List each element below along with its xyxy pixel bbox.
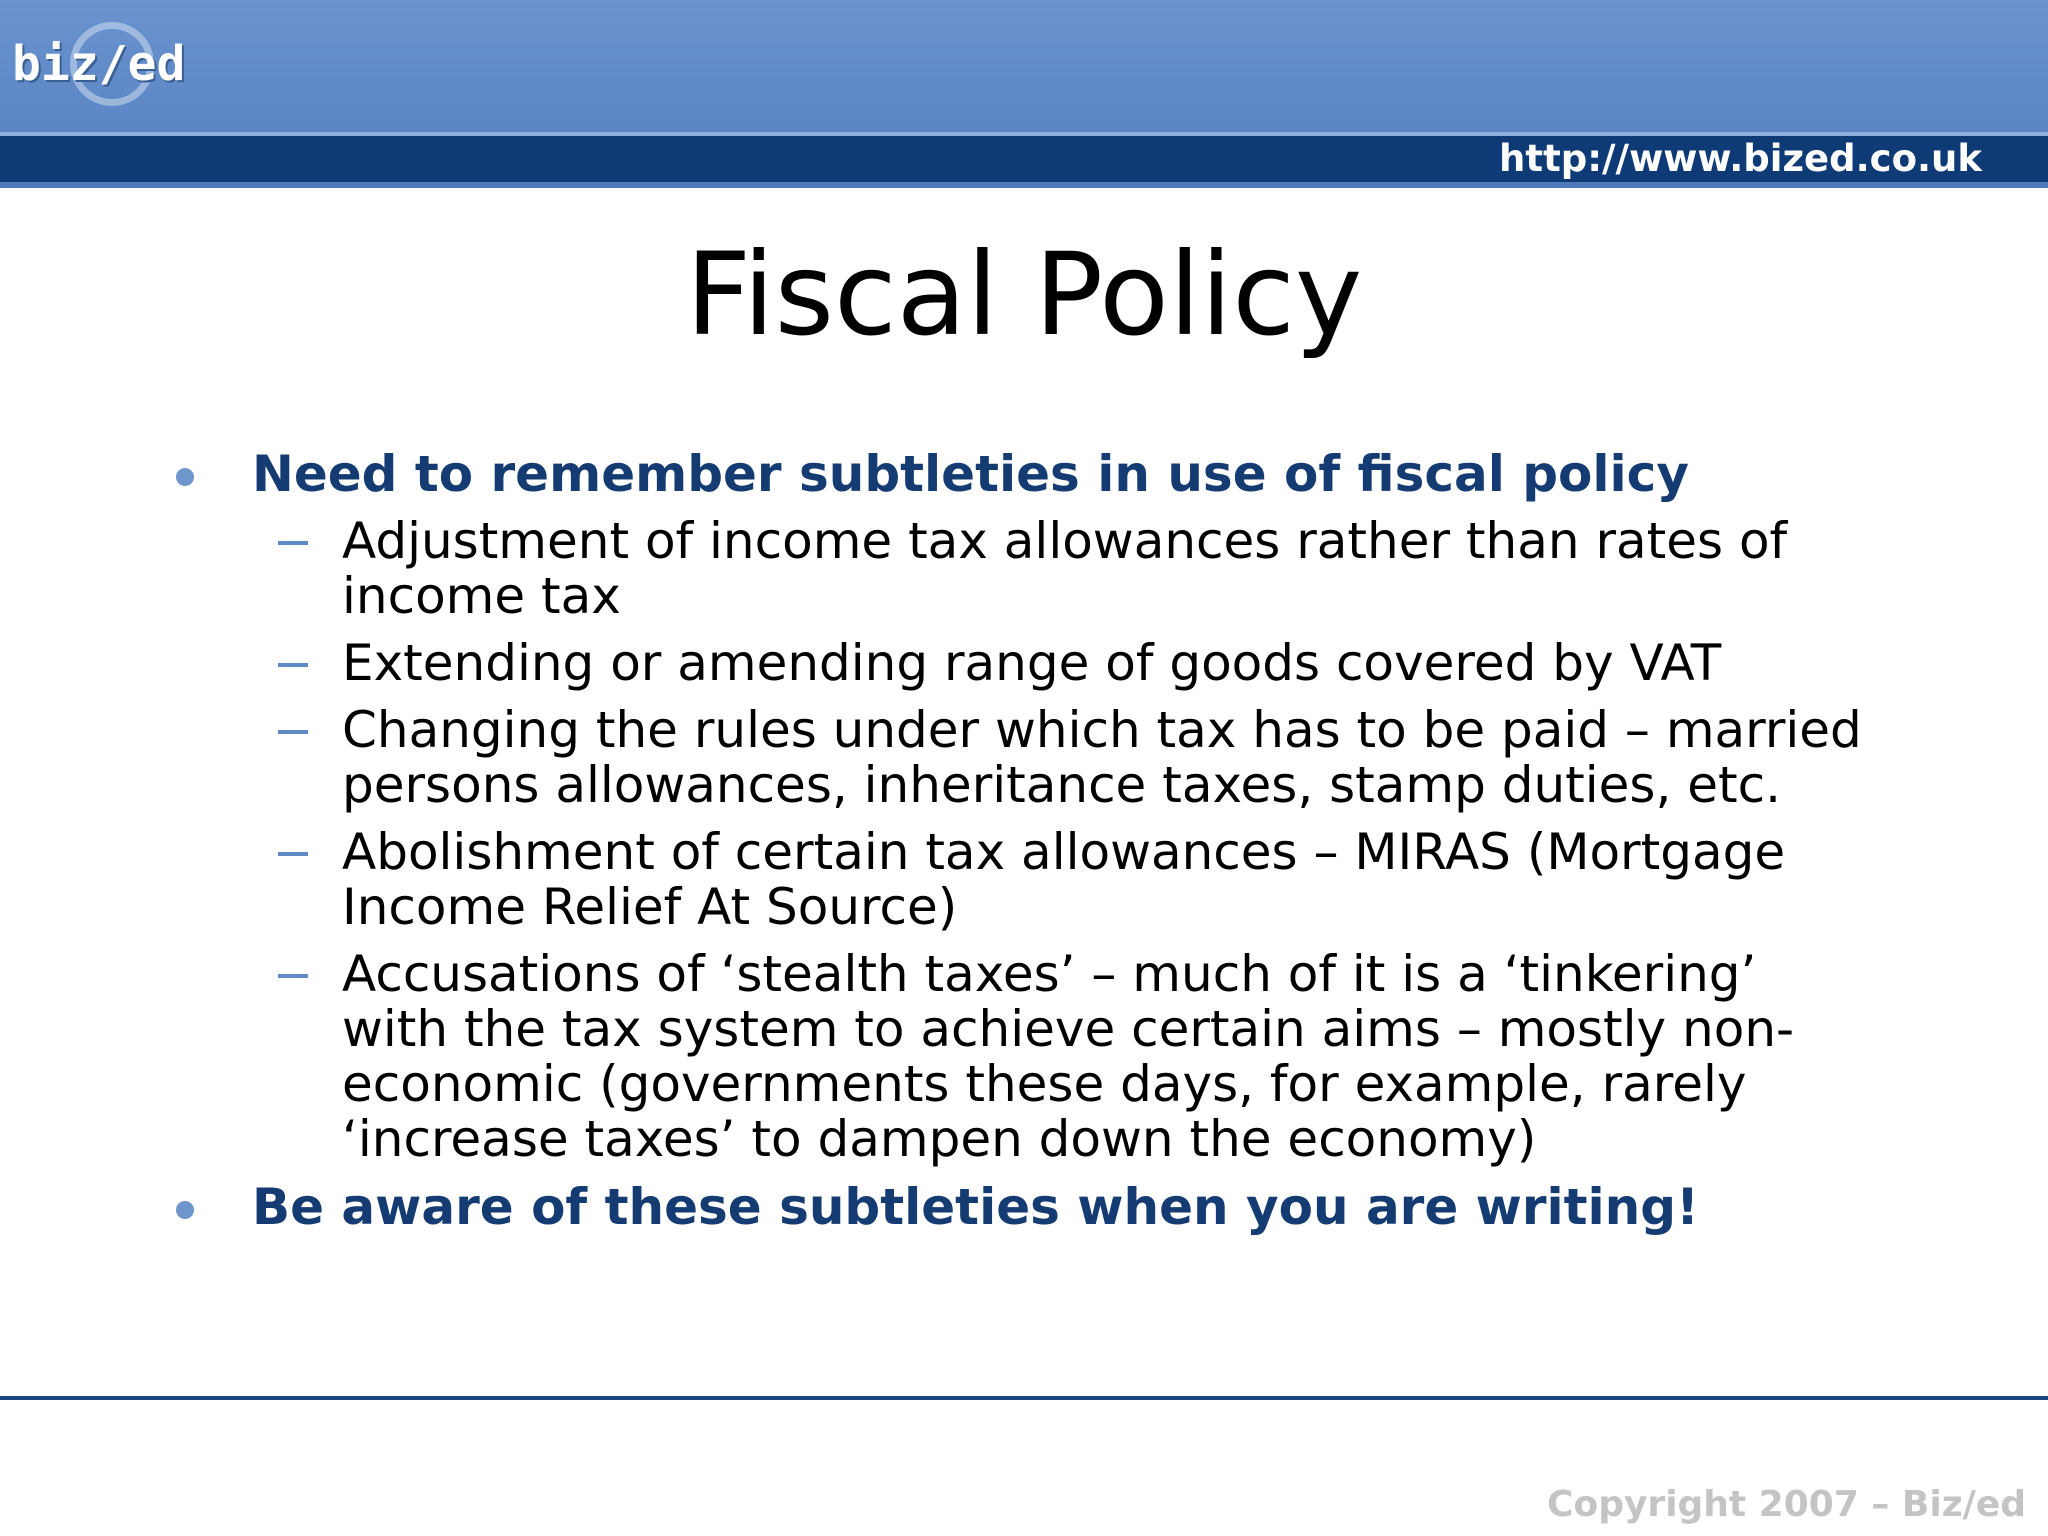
bullet-item <box>252 1179 1912 1235</box>
dash-icon <box>278 663 308 667</box>
dash-icon <box>278 730 308 734</box>
sub-bullet-text: Changing the rules under which tax has to be paid – married persons allowances, inheritance taxes, stamp duties, etc. <box>342 701 1862 814</box>
bullet-dot-icon <box>176 468 194 486</box>
dash-icon <box>278 974 308 978</box>
bized-logo <box>12 18 212 118</box>
footer-divider <box>0 1396 2048 1400</box>
header-divider-bottom <box>0 182 2048 188</box>
sub-bullet-text: Extending or amending range of goods covered by VAT <box>342 634 1722 692</box>
bullet-dot-icon <box>176 1201 194 1219</box>
dash-icon <box>278 541 308 545</box>
sub-bullet-item <box>342 636 1862 691</box>
logo-text: biz/ed <box>12 36 186 92</box>
sub-bullet-item <box>342 825 1862 935</box>
sub-bullet-text: Abolishment of certain tax allowances – MIRAS (Mortgage Income Relief At Source) <box>342 823 1786 936</box>
sub-bullet-text: Accusations of ‘stealth taxes’ – much of it is a ‘tinkering’ with the tax system to achieve certain aims – mostly non-economic (governments these days, for example, rarely ‘increase taxes’ to dampen down the economy) <box>342 945 1795 1168</box>
dash-icon <box>278 852 308 856</box>
slide-title: Fiscal Policy <box>685 228 1363 361</box>
copyright-notice: Copyright 2007 – Biz/ed <box>1547 1484 2026 1525</box>
header-banner <box>0 0 2048 132</box>
site-url: http://www.bized.co.uk <box>1499 137 1982 180</box>
sub-bullet-item <box>342 947 1862 1167</box>
sub-bullet-item <box>342 514 1862 624</box>
sub-bullet-item <box>342 703 1862 813</box>
sub-bullet-text: Adjustment of income tax allowances rather than rates of income tax <box>342 512 1788 625</box>
bullet-item <box>252 446 1912 502</box>
bullet-text: Be aware of these subtleties when you are writing! <box>252 1178 1699 1236</box>
slide-content <box>0 446 2048 1235</box>
sub-bullet-list <box>0 514 2048 1167</box>
bullet-text: Need to remember subtleties in use of fiscal policy <box>252 445 1689 503</box>
